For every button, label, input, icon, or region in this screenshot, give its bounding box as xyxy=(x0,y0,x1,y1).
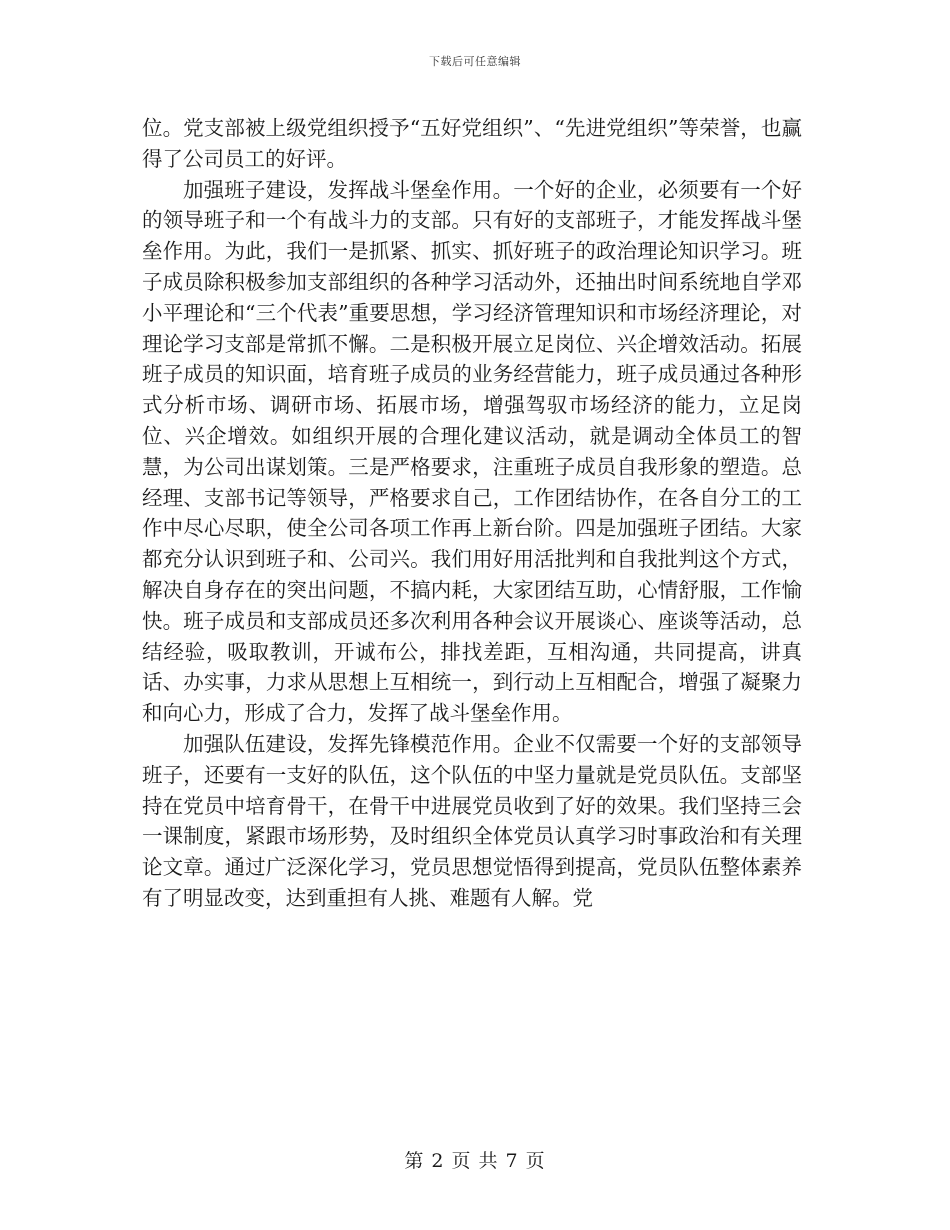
paragraph-continued: 位。党支部被上级党组织授予“五好党组织”、“先进党组织”等荣誉，也赢得了公司员工的好评。 xyxy=(142,116,802,171)
page-number: 第 2 页 共 7 页 xyxy=(404,1150,546,1172)
page-header: 下载后可任意编辑 xyxy=(429,55,521,68)
paragraph-leadership-building: 加强班子建设，发挥战斗堡垒作用。一个好的企业，必须要有一个好的领导班子和一个有战斗力的支部。只有好的支部班子，才能发挥战斗堡垒作用。为此，我们一是抓紧、抓实、抓好班子的政治理论知识学习。班子成员除积极参加支部组织的各种学习活动外，还抽出时间系统地自学邓小平理论和“三个代表”重要思想，学习经济管理知识和市场经济理论，对理论学习支部是常抓不懈。二是积极开展立足岗位、兴企增效活动。拓展班子成员的知识面，培育班子成员的业务经营能力，班子成员通过各种形式分析市场、调研市场、拓展市场，增强驾驭市场经济的能力，立足岗位、兴企增效。如组织开展的合理化建议活动，就是调动全体员工的智慧，为公司出谋划策。三是严格要求，注重班子成员自我形象的塑造。总经理、支部书记等领导，严格要求自己，工作团结协作，在各自分工的工作中尽心尽职，使全公司各项工作再上新台阶。四是加强班子团结。大家都充分认识到班子和、公司兴。我们用好用活批判和自我批判这个方式，解决自身存在的突出问题，不搞内耗，大家团结互助，心情舒服，工作愉快。班子成员和支部成员还多次利用各种会议开展谈心、座谈等活动，总结经验，吸取教训，开诚布公，排找差距，互相沟通，共同提高，讲真话、办实事，力求从思想上互相统一，到行动上互相配合，增强了凝聚力和向心力，形成了合力，发挥了战斗堡垒作用。 xyxy=(142,177,802,726)
document-body xyxy=(142,113,802,914)
paragraph-team-building: 加强队伍建设，发挥先锋模范作用。企业不仅需要一个好的支部领导班子，还要有一支好的队伍，这个队伍的中坚力量就是党员队伍。支部坚持在党员中培育骨干，在骨干中进展党员收到了好的效果。我们坚持三会一课制度，紧跟市场形势，及时组织全体党员认真学习时事政治和有关理论文章。通过广泛深化学习，党员思想觉悟得到提高，党员队伍整体素养有了明显改变，达到重担有人挑、难题有人解。党 xyxy=(142,731,802,910)
